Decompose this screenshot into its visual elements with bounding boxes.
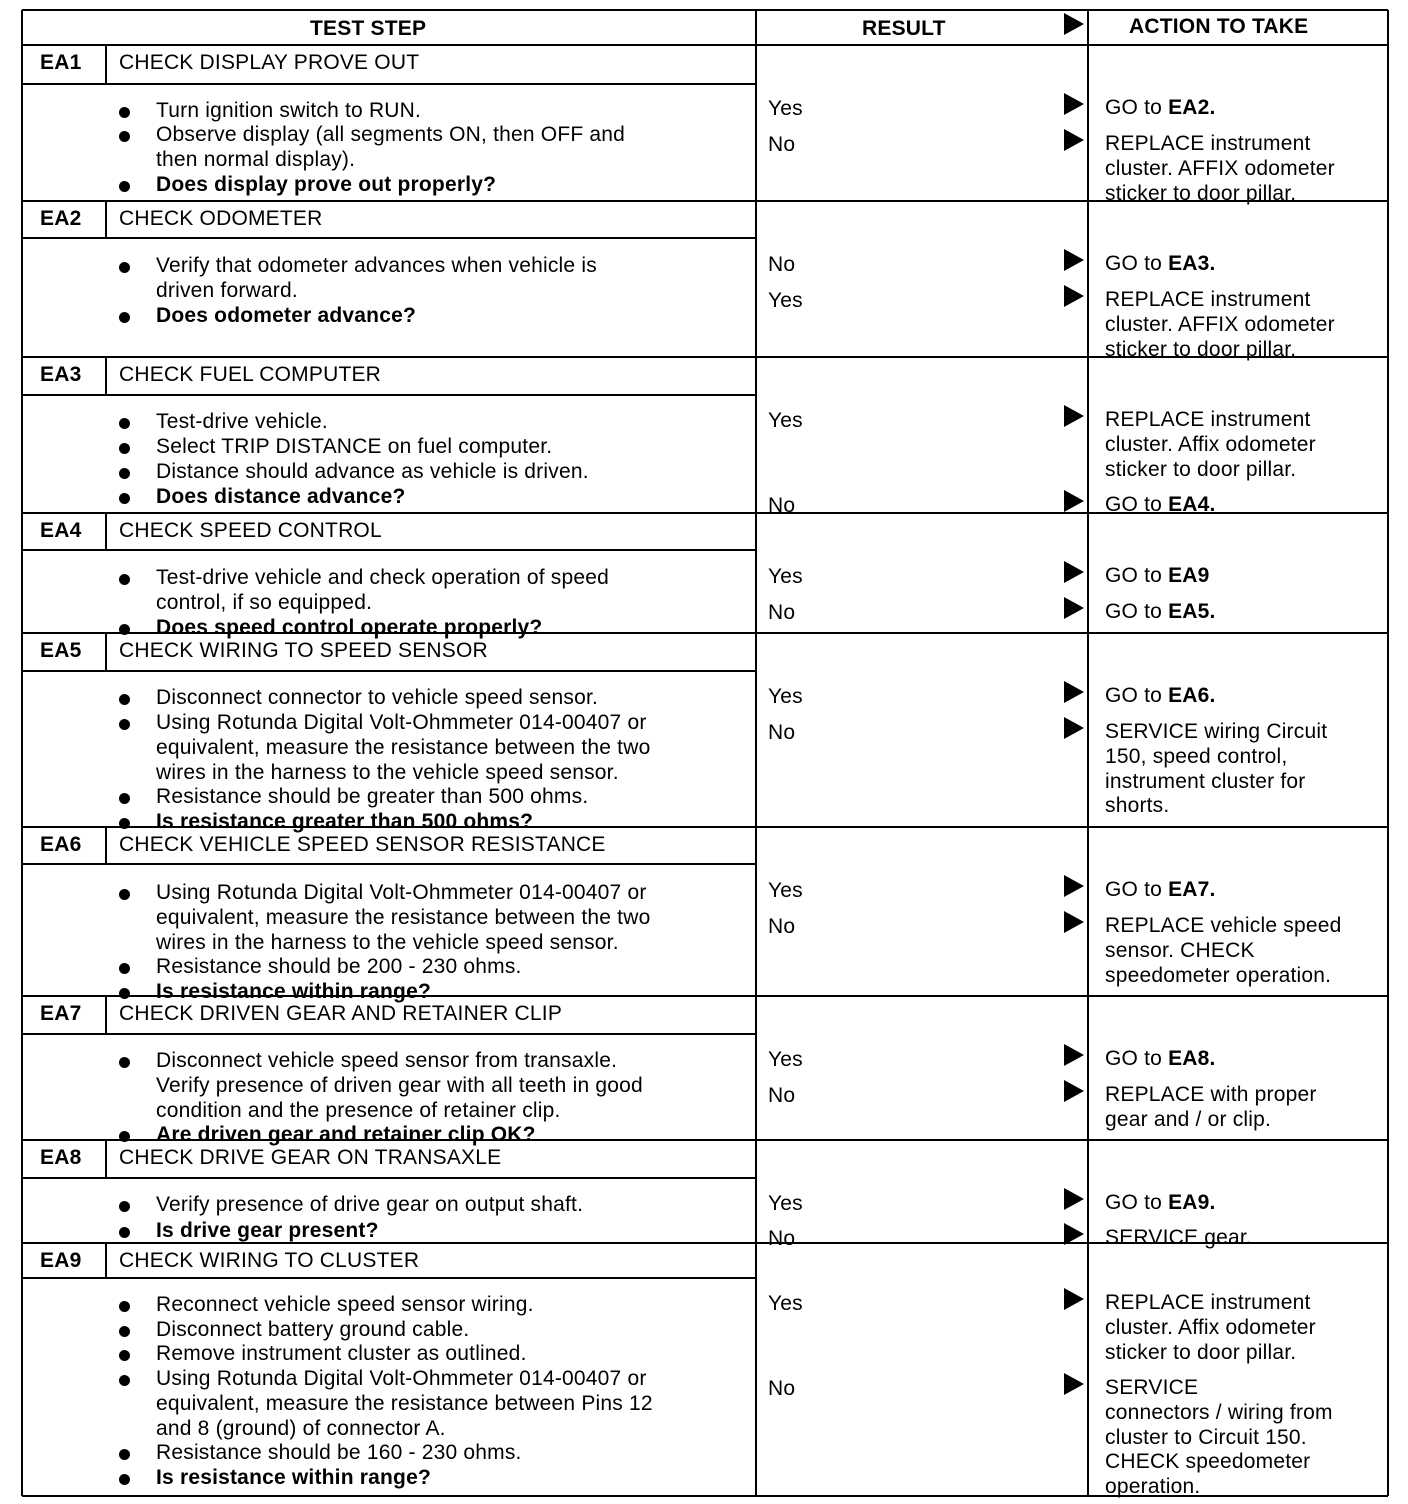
action-text [1105, 1291, 1316, 1365]
result-arrow-icon [1064, 1223, 1084, 1245]
code-rule [105, 1243, 107, 1278]
title-rule [22, 394, 756, 396]
result-column-rule [755, 10, 757, 1496]
bullet-icon [119, 443, 130, 454]
action-text [1105, 600, 1216, 625]
code-rule [105, 357, 107, 395]
header-test-step: TEST STEP [310, 17, 427, 40]
action-text [1105, 720, 1327, 819]
bullet-icon [119, 624, 130, 635]
step-instruction: Disconnect battery ground cable. [156, 1318, 470, 1341]
action-step-ref: EA3. [1168, 252, 1216, 275]
table-top-rule [22, 9, 1388, 11]
step-code: EA6 [40, 833, 82, 856]
step-instruction: equivalent, measure the resistance between Pins 12 [156, 1391, 653, 1415]
bullet-icon [119, 889, 130, 900]
step-instruction: Select TRIP DISTANCE on fuel computer. [156, 435, 553, 458]
result-arrow-icon [1064, 1044, 1084, 1066]
step-instruction: condition and the presence of retainer clip. [156, 1098, 561, 1122]
action-step-ref: EA2. [1168, 96, 1216, 119]
step-code: EA2 [40, 207, 82, 230]
action-text [1105, 684, 1216, 709]
result-arrow-icon [1064, 681, 1084, 703]
action-text [1105, 1191, 1216, 1216]
header-bottom-rule [22, 44, 1388, 46]
result-arrow-icon [1064, 93, 1084, 115]
step-instruction: Distance should advance as vehicle is driven. [156, 460, 589, 483]
step-instruction: Does odometer advance? [156, 304, 416, 327]
action-text [1105, 1047, 1216, 1072]
table-right-rule [1387, 10, 1389, 1496]
table-left-rule [21, 10, 23, 1496]
step-instruction: equivalent, measure the resistance between the two [156, 735, 651, 759]
result-label: No [768, 915, 796, 938]
action-text [1105, 408, 1316, 482]
bullet-icon [119, 963, 130, 974]
step-title: CHECK VEHICLE SPEED SENSOR RESISTANCE [119, 833, 606, 856]
code-rule [105, 827, 107, 864]
header-action: ACTION TO TAKE [1129, 15, 1309, 38]
bullet-icon [119, 574, 130, 585]
step-title: CHECK DISPLAY PROVE OUT [119, 51, 420, 74]
step-instruction: Using Rotunda Digital Volt-Ohmmeter 014-00407 or [156, 1367, 647, 1390]
action-segment: REPLACE instrument cluster. Affix odometer sticker to door pillar. [1105, 408, 1316, 481]
bullet-icon [119, 1227, 130, 1238]
result-arrow-icon [1064, 1080, 1084, 1102]
action-step-ref: EA6. [1168, 684, 1216, 707]
result-label: Yes [768, 879, 803, 902]
action-step-ref: EA4. [1168, 493, 1216, 516]
action-segment: GO to [1105, 878, 1169, 901]
title-rule [22, 549, 756, 551]
step-instruction: Does speed control operate properly? [156, 616, 543, 639]
result-label: Yes [768, 1292, 803, 1315]
step-code: EA7 [40, 1002, 82, 1025]
action-segment: GO to [1105, 252, 1169, 275]
step-instruction: Is resistance greater than 500 ohms? [156, 810, 534, 833]
header-result: RESULT [862, 17, 946, 40]
action-segment: REPLACE instrument cluster. AFFIX odometer sticker to door pillar. [1105, 288, 1335, 361]
action-segment: REPLACE instrument cluster. AFFIX odometer sticker to door pillar. [1105, 132, 1335, 205]
action-text [1105, 914, 1342, 988]
step-instruction: control, if so equipped. [156, 590, 373, 614]
step-instruction: and 8 (ground) of connector A. [156, 1416, 446, 1440]
action-text [1105, 878, 1216, 903]
bullet-icon [119, 1301, 130, 1312]
bullet-icon [119, 1350, 130, 1361]
code-rule [105, 996, 107, 1034]
step-title: CHECK WIRING TO SPEED SENSOR [119, 639, 488, 662]
bullet-icon [119, 493, 130, 504]
step-code: EA5 [40, 639, 82, 662]
title-rule [22, 1177, 756, 1179]
action-text [1105, 252, 1216, 277]
step-instruction: Reconnect vehicle speed sensor wiring. [156, 1293, 534, 1316]
action-segment: REPLACE vehicle speed sensor. CHECK speedometer operation. [1105, 914, 1342, 987]
action-segment: GO to [1105, 600, 1169, 623]
result-arrow-icon [1064, 285, 1084, 307]
action-step-ref: EA9. [1168, 1191, 1216, 1214]
bullet-icon [119, 1131, 130, 1142]
step-instruction: wires in the harness to the vehicle speed sensor. [156, 760, 619, 784]
result-label: No [768, 1227, 796, 1250]
bullet-icon [119, 131, 130, 142]
action-segment: REPLACE with proper gear and / or clip. [1105, 1083, 1317, 1131]
step-instruction: Observe display (all segments ON, then OFF and [156, 123, 626, 146]
step-code: EA3 [40, 363, 82, 386]
result-arrow-icon [1064, 490, 1084, 512]
step-instruction: Test-drive vehicle and check operation of speed [156, 566, 609, 589]
step-instruction: Is resistance within range? [156, 1466, 431, 1489]
action-text [1105, 288, 1335, 362]
bullet-icon [119, 1326, 130, 1337]
step-instruction: Resistance should be greater than 500 ohms. [156, 785, 589, 808]
action-text [1105, 1376, 1333, 1500]
code-rule [105, 201, 107, 238]
diagnostic-test-table [22, 10, 1388, 1499]
step-instruction: Turn ignition switch to RUN. [156, 99, 422, 122]
action-segment: GO to [1105, 684, 1169, 707]
action-segment: REPLACE instrument cluster. Affix odometer sticker to door pillar. [1105, 1291, 1316, 1364]
result-label: No [768, 721, 796, 744]
title-rule [22, 670, 756, 672]
action-segment: GO to [1105, 493, 1169, 516]
bullet-icon [119, 818, 130, 829]
bullet-icon [119, 719, 130, 730]
step-instruction: Is resistance within range? [156, 980, 431, 1003]
step-title: CHECK DRIVE GEAR ON TRANSAXLE [119, 1146, 502, 1169]
step-instruction: Does display prove out properly? [156, 173, 497, 196]
title-rule [22, 1277, 756, 1279]
bullet-icon [119, 1375, 130, 1386]
action-text [1105, 1226, 1252, 1251]
step-instruction: Are driven gear and retainer clip OK? [156, 1123, 536, 1146]
step-code: EA4 [40, 519, 82, 542]
step-instruction: Resistance should be 200 - 230 ohms. [156, 955, 522, 978]
action-text [1105, 96, 1216, 121]
bullet-icon [119, 1474, 130, 1485]
bullet-icon [119, 988, 130, 999]
step-instruction: driven forward. [156, 278, 298, 302]
title-rule [22, 237, 756, 239]
action-text [1105, 132, 1335, 206]
result-label: No [768, 1084, 796, 1107]
step-instruction: Does distance advance? [156, 485, 406, 508]
action-step-ref: EA9 [1168, 564, 1210, 587]
bullet-icon [119, 181, 130, 192]
result-arrow-icon [1064, 597, 1084, 619]
step-instruction: Disconnect connector to vehicle speed sensor. [156, 686, 599, 709]
result-arrow-icon [1064, 561, 1084, 583]
result-arrow-icon [1064, 405, 1084, 427]
result-label: Yes [768, 1048, 803, 1071]
result-label: Yes [768, 565, 803, 588]
action-segment: SERVICE connectors / wiring from cluster to Circuit 150. CHECK speedometer operation. [1105, 1376, 1333, 1499]
step-instruction: Verify presence of drive gear on output shaft. [156, 1193, 584, 1216]
action-step-ref: EA5. [1168, 600, 1216, 623]
step-instruction: Using Rotunda Digital Volt-Ohmmeter 014-00407 or [156, 711, 647, 734]
title-rule [22, 1033, 756, 1035]
result-arrow-icon [1064, 1288, 1084, 1310]
code-rule [105, 513, 107, 550]
action-segment: GO to [1105, 1047, 1169, 1070]
bullet-icon [119, 1057, 130, 1068]
action-text [1105, 564, 1210, 589]
step-instruction: Resistance should be 160 - 230 ohms. [156, 1441, 522, 1464]
step-title: CHECK DRIVEN GEAR AND RETAINER CLIP [119, 1002, 563, 1025]
step-title: CHECK ODOMETER [119, 207, 323, 230]
code-rule [105, 1140, 107, 1178]
result-label: Yes [768, 289, 803, 312]
bullet-icon [119, 107, 130, 118]
step-title: CHECK WIRING TO CLUSTER [119, 1249, 420, 1272]
result-arrow-icon [1064, 1373, 1084, 1395]
step-instruction: Remove instrument cluster as outlined. [156, 1342, 527, 1365]
result-label: Yes [768, 97, 803, 120]
action-segment: GO to [1105, 96, 1169, 119]
step-code: EA9 [40, 1249, 82, 1272]
step-instruction: wires in the harness to the vehicle speed sensor. [156, 930, 619, 954]
bullet-icon [119, 793, 130, 804]
result-label: Yes [768, 685, 803, 708]
step-instruction: Using Rotunda Digital Volt-Ohmmeter 014-00407 or [156, 881, 647, 904]
step-instruction: Verify that odometer advances when vehicle is [156, 254, 597, 277]
action-segment: GO to [1105, 564, 1169, 587]
result-label: No [768, 601, 796, 624]
title-rule [22, 863, 756, 865]
result-arrow-icon [1064, 129, 1084, 151]
result-label: No [768, 253, 796, 276]
step-code: EA1 [40, 51, 82, 74]
bullet-icon [119, 1449, 130, 1460]
bullet-icon [119, 694, 130, 705]
action-step-ref: EA8. [1168, 1047, 1216, 1070]
step-title: CHECK SPEED CONTROL [119, 519, 382, 542]
result-arrow-icon [1064, 1188, 1084, 1210]
result-arrow-icon [1064, 875, 1084, 897]
bullet-icon [119, 312, 130, 323]
step-instruction: Test-drive vehicle. [156, 410, 328, 433]
step-instruction: Disconnect vehicle speed sensor from transaxle. [156, 1049, 618, 1072]
code-rule [105, 45, 107, 84]
action-column-rule [1087, 10, 1089, 1496]
result-label: No [768, 1377, 796, 1400]
bullet-icon [119, 262, 130, 273]
result-label: Yes [768, 409, 803, 432]
bullet-icon [119, 1201, 130, 1212]
bullet-icon [119, 468, 130, 479]
step-instruction: Is drive gear present? [156, 1219, 379, 1242]
step-instruction: equivalent, measure the resistance between the two [156, 905, 651, 929]
result-arrow-icon [1064, 911, 1084, 933]
step-code: EA8 [40, 1146, 82, 1169]
bullet-icon [119, 418, 130, 429]
code-rule [105, 633, 107, 671]
result-label: Yes [768, 1192, 803, 1215]
action-segment: SERVICE wiring Circuit 150, speed control, instrument cluster for shorts. [1105, 720, 1328, 818]
result-label: No [768, 133, 796, 156]
result-arrow-icon [1064, 717, 1084, 739]
title-rule [22, 83, 756, 85]
action-step-ref: EA7. [1168, 878, 1216, 901]
step-instruction: then normal display). [156, 147, 356, 171]
header-arrow-icon [1064, 13, 1084, 35]
action-text [1105, 1083, 1317, 1133]
step-instruction: Verify presence of driven gear with all teeth in good [156, 1073, 643, 1097]
result-label: No [768, 494, 796, 517]
action-text [1105, 493, 1216, 518]
result-arrow-icon [1064, 249, 1084, 271]
step-title: CHECK FUEL COMPUTER [119, 363, 382, 386]
action-segment: SERVICE gear. [1105, 1226, 1252, 1249]
action-segment: GO to [1105, 1191, 1169, 1214]
